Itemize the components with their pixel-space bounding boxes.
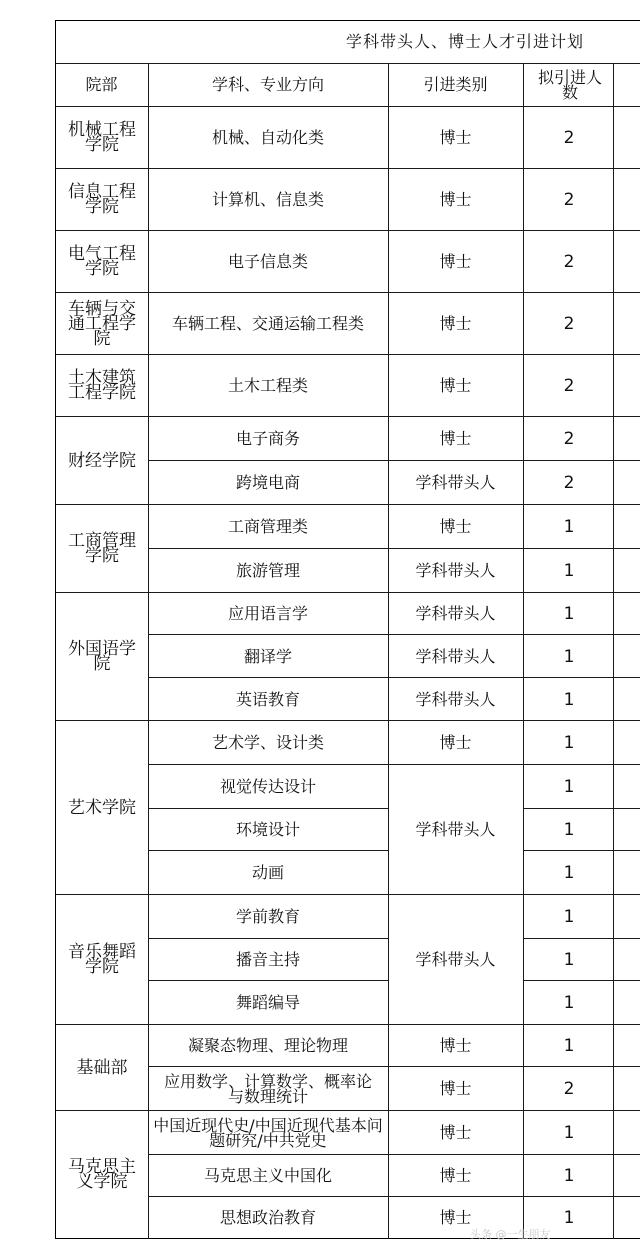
major-cell: 车辆工程、交通运输工程类	[171, 314, 364, 333]
header-dept: 院部	[85, 75, 118, 94]
column-divider	[523, 63, 524, 1239]
category-cell: 博士	[439, 190, 472, 209]
count-cell: 2	[563, 376, 575, 396]
count-cell: 2	[563, 314, 575, 334]
major-cell: 英语教育	[235, 689, 300, 709]
row-divider	[148, 850, 388, 851]
row-divider	[523, 850, 640, 851]
count-cell: 1	[563, 863, 575, 883]
category-cell: 博士	[439, 1079, 472, 1098]
header-count: 拟引进人数	[537, 68, 602, 102]
row-divider	[55, 106, 640, 107]
major-cell: 艺术学、设计类	[211, 733, 324, 752]
column-divider	[613, 63, 614, 1239]
row-divider	[148, 1066, 640, 1067]
category-cell: 博士	[439, 314, 472, 333]
count-cell: 1	[563, 907, 575, 927]
row-divider	[55, 592, 640, 593]
category-cell-merged: 学科带头人	[415, 820, 496, 839]
major-cell: 计算机、信息类	[211, 190, 324, 209]
watermark-text: 头条 @一生朋友	[470, 1228, 551, 1241]
row-divider	[55, 416, 640, 417]
dept-makesi: 马克思主义学院	[68, 1157, 136, 1192]
dept-jixie: 机械工程学院	[68, 120, 136, 155]
dept-yinyue: 音乐舞蹈学院	[68, 942, 136, 977]
dept-waiguoyu: 外国语学院	[68, 639, 136, 674]
header-major: 学科、专业方向	[211, 75, 324, 94]
row-divider	[148, 1196, 640, 1197]
row-divider	[55, 504, 640, 505]
row-divider	[148, 1154, 640, 1155]
table-border-top	[55, 20, 640, 21]
category-cell: 博士	[439, 733, 472, 752]
category-cell: 博士	[439, 1123, 472, 1142]
major-cell: 动画	[251, 863, 284, 882]
table-border-left	[55, 20, 56, 1239]
count-cell: 2	[563, 128, 575, 148]
row-divider	[55, 720, 640, 721]
major-cell: 机械、自动化类	[211, 128, 324, 147]
category-cell: 博士	[439, 1036, 472, 1055]
row-divider	[523, 980, 640, 981]
row-divider	[523, 808, 640, 809]
major-cell: 应用数学、计算数学、概率论与数理统计	[163, 1072, 372, 1106]
major-cell: 跨境电商	[235, 473, 300, 492]
major-cell: 视觉传达设计	[219, 777, 316, 796]
row-divider	[55, 168, 640, 169]
major-cell: 学前教育	[235, 907, 300, 926]
count-cell: 1	[563, 1166, 575, 1186]
count-cell: 1	[563, 950, 575, 970]
row-divider	[148, 938, 388, 939]
row-divider	[148, 677, 640, 678]
count-cell: 1	[563, 689, 575, 710]
major-cell: 思想政治教育	[219, 1208, 316, 1227]
count-cell: 2	[563, 429, 575, 449]
row-divider	[148, 460, 640, 461]
row-divider	[55, 1110, 640, 1111]
major-cell: 环境设计	[235, 820, 300, 839]
major-cell: 中国近现代史/中国近现代基本问题研究/中共党史	[153, 1116, 383, 1150]
count-cell: 1	[563, 561, 575, 581]
dept-gongshang: 工商管理学院	[68, 531, 136, 566]
count-cell: 1	[563, 517, 575, 537]
count-cell: 1	[563, 733, 575, 753]
count-cell: 2	[563, 473, 575, 493]
column-divider	[388, 63, 389, 1239]
count-cell: 1	[563, 1208, 575, 1228]
row-divider	[523, 938, 640, 939]
category-cell: 博士	[439, 429, 472, 448]
column-divider	[148, 63, 149, 1239]
category-cell: 学科带头人	[415, 473, 496, 492]
category-cell: 博士	[439, 128, 472, 147]
count-cell: 1	[563, 604, 575, 624]
header-category: 引进类别	[423, 75, 488, 94]
dept-cheliang: 车辆与交通工程学院	[68, 298, 136, 349]
category-cell: 博士	[439, 1208, 472, 1227]
row-divider	[148, 764, 640, 765]
row-divider	[148, 980, 388, 981]
row-divider	[55, 230, 640, 231]
category-cell: 博士	[439, 517, 472, 536]
dept-jichu: 基础部	[76, 1057, 128, 1078]
row-divider	[55, 292, 640, 293]
dept-xinxi: 信息工程学院	[68, 182, 136, 217]
major-cell: 电子商务	[235, 429, 300, 448]
row-divider	[55, 894, 640, 895]
row-divider	[55, 1024, 640, 1025]
major-cell: 翻译学	[243, 646, 292, 666]
category-cell: 学科带头人	[415, 604, 496, 623]
major-cell: 马克思主义中国化	[203, 1166, 332, 1185]
count-cell: 1	[563, 993, 575, 1013]
row-divider	[148, 808, 388, 809]
major-cell: 工商管理类	[227, 517, 308, 536]
row-divider	[55, 354, 640, 355]
count-cell: 1	[563, 1123, 575, 1143]
category-cell: 博士	[439, 376, 472, 395]
major-cell: 舞蹈编导	[235, 993, 300, 1012]
major-cell: 电子信息类	[227, 252, 308, 271]
category-cell: 学科带头人	[415, 689, 496, 709]
dept-dianqi: 电气工程学院	[68, 244, 136, 279]
category-cell: 博士	[439, 252, 472, 271]
row-divider	[148, 548, 640, 549]
category-cell: 博士	[439, 1166, 472, 1185]
category-cell: 学科带头人	[415, 561, 496, 580]
row-divider	[55, 63, 640, 64]
count-cell: 2	[563, 252, 575, 272]
count-cell: 1	[563, 1036, 575, 1056]
major-cell: 凝聚态物理、理论物理	[187, 1036, 348, 1055]
count-cell: 1	[563, 646, 575, 667]
count-cell: 1	[563, 777, 575, 797]
count-cell: 2	[563, 190, 575, 210]
dept-caijing: 财经学院	[68, 450, 136, 471]
count-cell: 1	[563, 820, 575, 840]
dept-tumu: 土木建筑工程学院	[68, 368, 136, 403]
major-cell: 土木工程类	[227, 376, 308, 395]
major-cell: 旅游管理	[235, 561, 300, 580]
row-divider	[148, 634, 640, 635]
dept-yishu: 艺术学院	[68, 797, 136, 818]
category-cell-merged: 学科带头人	[415, 950, 496, 969]
count-cell: 2	[563, 1079, 575, 1099]
category-cell: 学科带头人	[415, 646, 496, 666]
major-cell: 应用语言学	[227, 604, 308, 623]
major-cell: 播音主持	[235, 950, 300, 969]
table-title: 学科带头人、博士人才引进计划	[345, 32, 584, 51]
